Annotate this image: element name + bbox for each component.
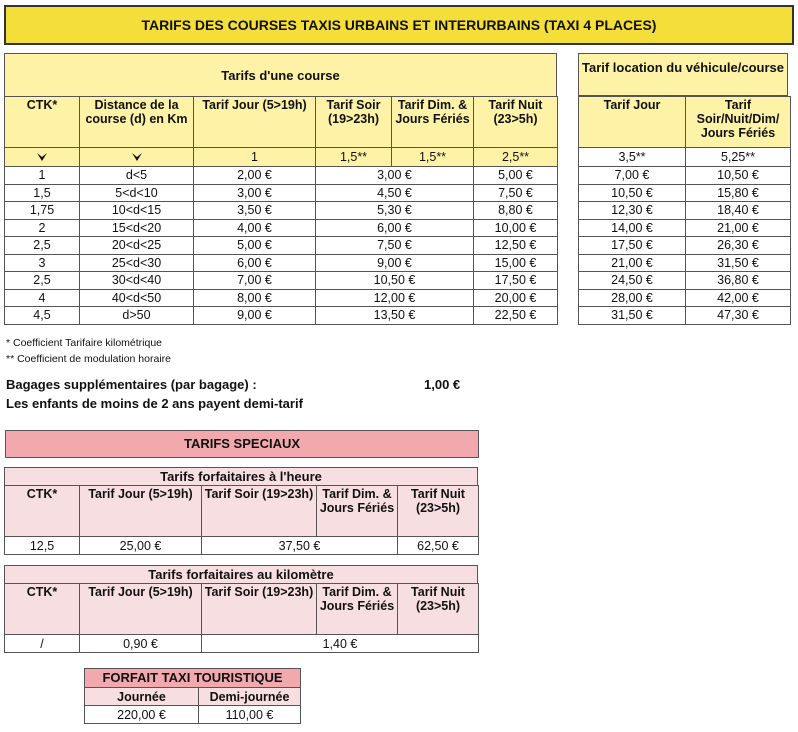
coef-dim: 1,5** <box>392 148 474 167</box>
table-row <box>5 237 558 255</box>
note-modulation: ** Coefficient de modulation horaire <box>6 353 171 365</box>
course-cell-soir-dim: 7,50 € <box>316 237 474 255</box>
table-row <box>579 219 791 237</box>
chevron-down-icon <box>80 148 194 167</box>
course-cell-nuit: 20,00 € <box>474 289 558 307</box>
table-row <box>5 184 558 202</box>
heure-header-soir: Tarif Soir (19>23h) <box>202 486 317 537</box>
course-cell-soir-dim: 4,50 € <box>316 184 474 202</box>
course-cell-jour: 2,00 € <box>194 167 316 185</box>
course-cell-soir-dim: 5,30 € <box>316 202 474 220</box>
speciaux-title: TARIFS SPECIAUX <box>5 430 479 458</box>
loc-cell-soir: 21,00 € <box>686 219 791 237</box>
table-row <box>5 219 558 237</box>
header-soir: Tarif Soir (19>23h) <box>316 97 392 148</box>
table-row <box>5 272 558 290</box>
loc-cell-soir: 36,80 € <box>686 272 791 290</box>
note-ctk: * Coefficient Tarifaire kilométrique <box>6 337 163 349</box>
course-cell-soir-dim: 12,00 € <box>316 289 474 307</box>
loc-cell-jour: 28,00 € <box>579 289 686 307</box>
course-cell-ctk: 4 <box>5 289 80 307</box>
course-cell-dist: d>50 <box>80 307 194 325</box>
course-title: Tarifs d'une course <box>4 53 557 98</box>
km-header-dim: Tarif Dim. & Jours Fériés <box>317 584 398 635</box>
loc-cell-soir: 47,30 € <box>686 307 791 325</box>
course-cell-jour: 7,00 € <box>194 272 316 290</box>
touristique-table <box>84 668 301 724</box>
header-dim: Tarif Dim. & Jours Fériés <box>392 97 474 148</box>
course-cell-jour: 3,00 € <box>194 184 316 202</box>
header-jour: Tarif Jour (5>19h) <box>194 97 316 148</box>
km-jour: 0,90 € <box>80 635 202 653</box>
table-row <box>5 307 558 325</box>
enfants-note: Les enfants de moins de 2 ans payent demi-tarif <box>6 396 303 411</box>
bagages-label: Bagages supplémentaires (par bagage) : <box>6 377 257 392</box>
header-nuit: Tarif Nuit (23>5h) <box>474 97 558 148</box>
heure-jour: 25,00 € <box>80 537 202 555</box>
loc-coef-soir: 5,25** <box>686 148 791 167</box>
touristique-demi: 110,00 € <box>199 706 301 724</box>
touristique-journee: 220,00 € <box>85 706 199 724</box>
table-row <box>579 237 791 255</box>
km-table <box>4 583 479 653</box>
km-ctk: / <box>5 635 80 653</box>
course-cell-nuit: 15,00 € <box>474 254 558 272</box>
course-table <box>4 96 558 325</box>
table-row <box>579 272 791 290</box>
table-row <box>579 307 791 325</box>
course-cell-dist: 20<d<25 <box>80 237 194 255</box>
heure-header-dim: Tarif Dim. & Jours Fériés <box>317 486 398 537</box>
km-header-jour: Tarif Jour (5>19h) <box>80 584 202 635</box>
touristique-title: FORFAIT TAXI TOURISTIQUE <box>85 669 301 688</box>
heure-nuit: 62,50 € <box>398 537 479 555</box>
course-cell-soir-dim: 9,00 € <box>316 254 474 272</box>
loc-cell-jour: 17,50 € <box>579 237 686 255</box>
course-cell-dist: d<5 <box>80 167 194 185</box>
table-row <box>5 167 558 185</box>
header-ctk: CTK* <box>5 97 80 148</box>
loc-cell-soir: 42,00 € <box>686 289 791 307</box>
heure-header-nuit: Tarif Nuit (23>5h) <box>398 486 479 537</box>
loc-cell-soir: 31,50 € <box>686 254 791 272</box>
loc-cell-soir: 26,30 € <box>686 237 791 255</box>
table-row <box>5 289 558 307</box>
course-cell-ctk: 2,5 <box>5 237 80 255</box>
course-cell-jour: 6,00 € <box>194 254 316 272</box>
course-cell-ctk: 4,5 <box>5 307 80 325</box>
course-cell-jour: 3,50 € <box>194 202 316 220</box>
loc-cell-jour: 31,50 € <box>579 307 686 325</box>
loc-cell-jour: 21,00 € <box>579 254 686 272</box>
loc-cell-jour: 10,50 € <box>579 184 686 202</box>
course-cell-jour: 4,00 € <box>194 219 316 237</box>
table-row <box>579 202 791 220</box>
heure-title: Tarifs forfaitaires à l'heure <box>4 467 478 486</box>
km-header-soir: Tarif Soir (19>23h) <box>202 584 317 635</box>
location-title: Tarif location du véhicule/course <box>578 53 788 96</box>
coef-nuit: 2,5** <box>474 148 558 167</box>
header-distance: Distance de la course (d) en Km <box>80 97 194 148</box>
course-cell-ctk: 1 <box>5 167 80 185</box>
course-cell-dist: 40<d<50 <box>80 289 194 307</box>
location-table <box>578 96 791 325</box>
table-row <box>579 184 791 202</box>
coef-soir: 1,5** <box>316 148 392 167</box>
course-cell-ctk: 1,5 <box>5 184 80 202</box>
heure-header-ctk: CTK* <box>5 486 80 537</box>
touristique-header-demi: Demi-journée <box>199 688 301 706</box>
touristique-header-journee: Journée <box>85 688 199 706</box>
km-title: Tarifs forfaitaires au kilomètre <box>4 565 478 584</box>
km-rest: 1,40 € <box>202 635 479 653</box>
coef-jour: 1 <box>194 148 316 167</box>
km-header-ctk: CTK* <box>5 584 80 635</box>
course-cell-ctk: 1,75 <box>5 202 80 220</box>
course-cell-nuit: 12,50 € <box>474 237 558 255</box>
loc-cell-jour: 12,30 € <box>579 202 686 220</box>
loc-cell-jour: 24,50 € <box>579 272 686 290</box>
loc-cell-soir: 10,50 € <box>686 167 791 185</box>
course-cell-dist: 10<d<15 <box>80 202 194 220</box>
course-cell-dist: 5<d<10 <box>80 184 194 202</box>
loc-coef-jour: 3,5** <box>579 148 686 167</box>
heure-soir-dim: 37,50 € <box>202 537 398 555</box>
course-cell-nuit: 17,50 € <box>474 272 558 290</box>
km-header-nuit: Tarif Nuit (23>5h) <box>398 584 479 635</box>
loc-cell-jour: 14,00 € <box>579 219 686 237</box>
loc-cell-soir: 15,80 € <box>686 184 791 202</box>
table-row <box>579 167 791 185</box>
course-cell-soir-dim: 10,50 € <box>316 272 474 290</box>
course-cell-nuit: 10,00 € <box>474 219 558 237</box>
course-cell-jour: 5,00 € <box>194 237 316 255</box>
loc-cell-soir: 18,40 € <box>686 202 791 220</box>
course-cell-dist: 15<d<20 <box>80 219 194 237</box>
bagages-price: 1,00 € <box>424 377 461 392</box>
course-cell-ctk: 3 <box>5 254 80 272</box>
chevron-down-icon <box>5 148 80 167</box>
course-cell-dist: 25<d<30 <box>80 254 194 272</box>
course-cell-jour: 8,00 € <box>194 289 316 307</box>
main-title: TARIFS DES COURSES TAXIS URBAINS ET INTERURBAINS (TAXI 4 PLACES) <box>4 5 794 45</box>
loc-cell-jour: 7,00 € <box>579 167 686 185</box>
course-cell-nuit: 7,50 € <box>474 184 558 202</box>
course-cell-dist: 30<d<40 <box>80 272 194 290</box>
table-row <box>5 254 558 272</box>
course-cell-ctk: 2,5 <box>5 272 80 290</box>
course-cell-nuit: 22,50 € <box>474 307 558 325</box>
course-cell-nuit: 8,80 € <box>474 202 558 220</box>
course-cell-nuit: 5,00 € <box>474 167 558 185</box>
course-cell-jour: 9,00 € <box>194 307 316 325</box>
table-row <box>579 289 791 307</box>
course-cell-ctk: 2 <box>5 219 80 237</box>
heure-table <box>4 485 479 555</box>
course-cell-soir-dim: 6,00 € <box>316 219 474 237</box>
loc-header-jour: Tarif Jour <box>579 97 686 148</box>
heure-ctk: 12,5 <box>5 537 80 555</box>
heure-header-jour: Tarif Jour (5>19h) <box>80 486 202 537</box>
course-cell-soir-dim: 13,50 € <box>316 307 474 325</box>
loc-header-soir: Tarif Soir/Nuit/Dim/ Jours Fériés <box>686 97 791 148</box>
table-row <box>579 254 791 272</box>
table-row <box>5 202 558 220</box>
course-cell-soir-dim: 3,00 € <box>316 167 474 185</box>
